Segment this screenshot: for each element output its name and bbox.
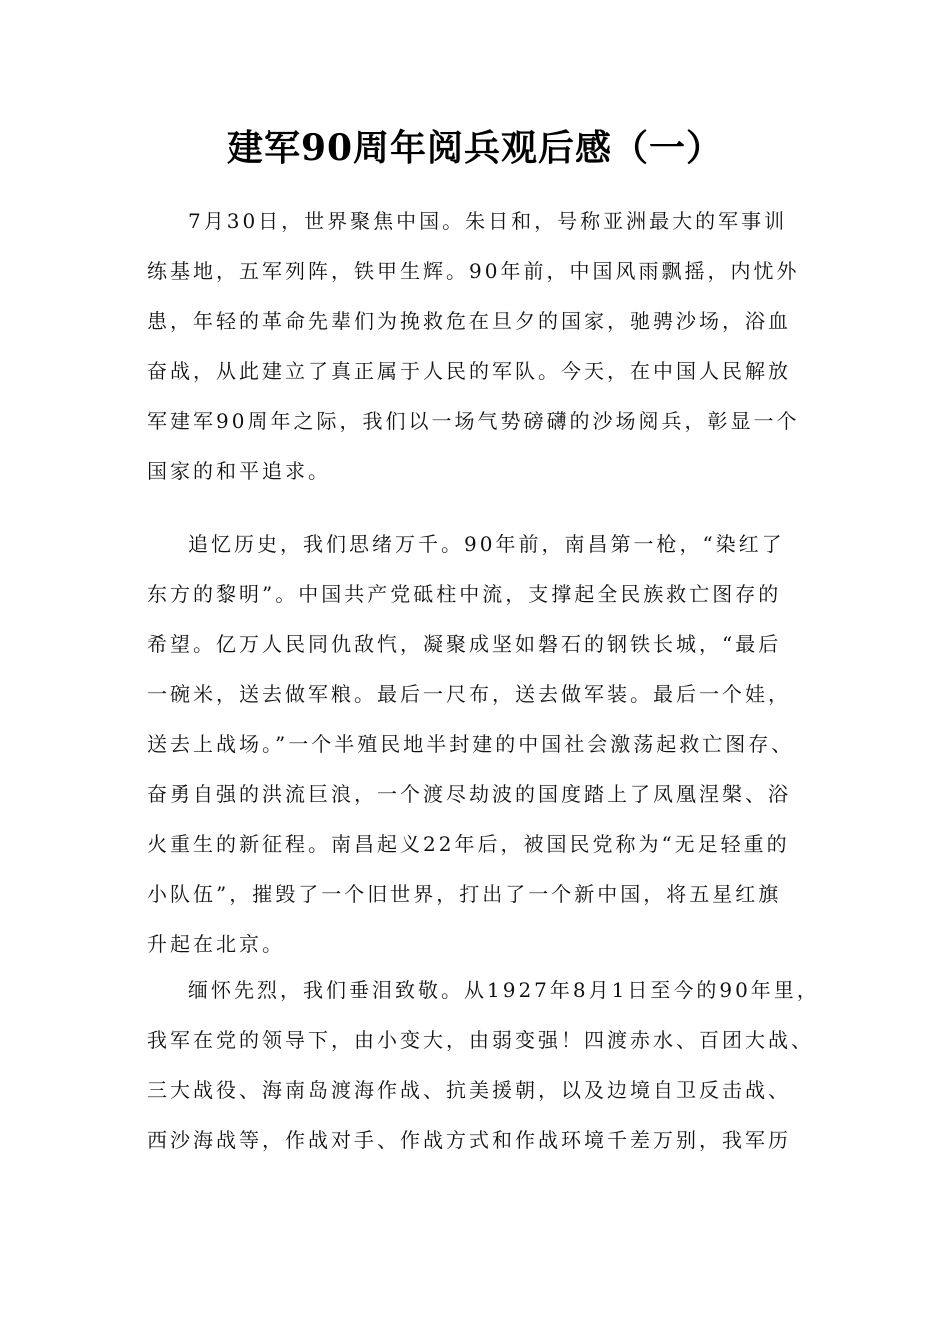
paragraph-3: [147, 965, 827, 1165]
paragraph-line: 火重生的新征程。南昌起义22年后，被国民党称为“无足轻重的: [147, 832, 790, 856]
paragraph-line: 三大战役、海南岛渡海作战、抗美援朝，以及边境自卫反击战、: [147, 1078, 791, 1102]
paragraph-line: 西沙海战等，作战对手、作战方式和作战环境千差万别，我军历: [147, 1128, 791, 1152]
document-title: 建军90周年阅兵观后感（一）: [226, 127, 724, 169]
paragraph-line: 小队伍”，摧毁了一个旧世界，打出了一个新中国，将五星红旗: [147, 882, 782, 906]
paragraph-line: 升起在北京。: [147, 932, 285, 956]
paragraph-line: 送去上战场。”一个半殖民地半封建的中国社会激荡起救亡图存、: [147, 732, 795, 756]
paragraph-1: [147, 196, 827, 496]
paragraph-line: 东方的黎明”。中国共产党砥柱中流，支撑起全民族救亡图存的: [147, 582, 782, 606]
paragraph-line: 患，年轻的革命先辈们为挽救危在旦夕的国家，驰骋沙场，浴血: [147, 309, 791, 333]
paragraph-line: 一碗米，送去做军粮。最后一尺布，送去做军装。最后一个娃，: [147, 682, 791, 706]
paragraph-line: 国家的和平追求。: [147, 459, 331, 483]
paragraph-line: 奋战，从此建立了真正属于人民的军队。今天，在中国人民解放: [147, 359, 791, 383]
paragraph-line: 军建军90周年之际，我们以一场气势磅礴的沙场阅兵，彰显一个: [147, 409, 800, 433]
paragraph-line: 缅怀先烈，我们垂泪致敬。从1927年8月1日至今的90年里，: [188, 978, 820, 1002]
paragraph-line: 7月30日，世界聚焦中国。朱日和，号称亚洲最大的军事训: [188, 209, 788, 233]
paragraph-line: 奋勇自强的洪流巨浪，一个渡尽劫波的国度踏上了凤凰涅槃、浴: [147, 782, 791, 806]
paragraph-line: 练基地，五军列阵，铁甲生辉。90年前，中国风雨飘摇，内忧外: [147, 259, 800, 283]
paragraph-line: 我军在党的领导下，由小变大，由弱变强！四渡赤水、百团大战、: [147, 1028, 814, 1052]
paragraph-2: [147, 519, 827, 969]
paragraph-line: 追忆历史，我们思绪万千。90年前，南昌第一枪，“染红了: [188, 532, 785, 556]
paragraph-line: 希望。亿万人民同仇敌忾，凝聚成坚如磐石的钢铁长城，“最后: [147, 632, 782, 656]
